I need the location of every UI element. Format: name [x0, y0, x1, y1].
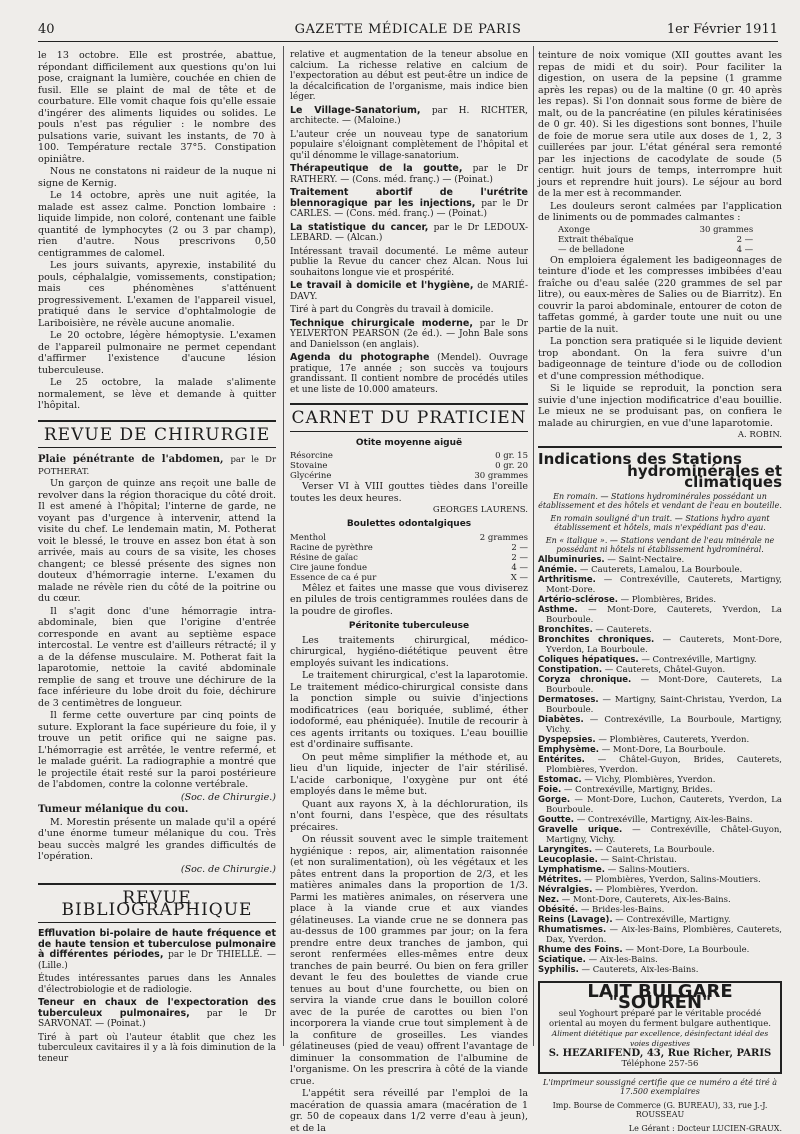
paragraph: Les traitements chirurgical, médico-chirurgical, hygiéno-diététique peuvent être employés suivant les indications.: [290, 634, 528, 669]
paragraph: Un garçon de quinze ans reçoit une balle de revolver dans la région thoracique du côté droit. Il est amené à l'hôpital; l'interne de garde, ne voyant pas d'urgence à intervenir, attend la visite du chef. Le lendemain matin, M. Potherat voit le blessé, le trouve en assez bon état à son arrivée, mais au cours de sa visite, les choses changent; ce blessé présente des signes non douteux d'hémorragie interne. L'examen du malade ne révèle rien du côté de la poitrine ou du cœur.: [38, 478, 276, 604]
bib-desc: Tiré à part où l'auteur établit que chez les tuberculeux cavitaires il y a là fois diminution de la teneur: [38, 1032, 276, 1064]
ingredient-quantity: 0 gr. 20: [495, 461, 528, 471]
station-entry: [538, 625, 782, 635]
paragraph: On peut même simplifier la méthode et, au lieu d'un liquide, injecter de l'air stérilisé. L'acide carbonique, l'oxygène pur ont été employés dans le même but.: [290, 751, 528, 797]
paragraph: Quant aux rayons X, à la déchloruration, ils n'ont fourni, dans l'espèce, que des résultats précaires.: [290, 798, 528, 833]
station-entry: [538, 885, 782, 895]
ingredient-name: Essence de ca é pur: [290, 572, 377, 583]
section-heading-chirurgie: REVUE DE CHIRURGIE: [38, 420, 276, 449]
station-indication: Lymphatisme.: [538, 864, 605, 875]
article-signature: A. ROBIN.: [737, 430, 782, 440]
station-entry: [538, 955, 782, 965]
station-places: — Contrexéville, Cauterets, Martigny, Mont-Dore.: [546, 574, 782, 595]
ingredient-name: Stovaine: [290, 461, 328, 471]
station-entry: [538, 605, 782, 625]
formula-row: [558, 235, 753, 245]
formula-row: [290, 553, 528, 563]
column-left: [38, 50, 277, 1064]
formula-row: [290, 543, 528, 553]
bib-title: Le Village-Sanatorium,: [290, 104, 421, 116]
formula-row: [290, 461, 528, 471]
station-indication: Entérites.: [538, 754, 585, 765]
station-places: — Cauterets.: [595, 624, 652, 635]
station-indication: Emphysème.: [538, 744, 600, 755]
station-indication: Obésité.: [538, 904, 579, 915]
ingredient-name: — de belladone: [558, 244, 625, 255]
station-places: — Contrexéville, Martigny.: [641, 654, 757, 665]
page-number: 40: [38, 22, 55, 37]
station-entry: [538, 875, 782, 885]
station-indication: Laryngites.: [538, 844, 593, 855]
formula-row: [558, 225, 753, 235]
paragraph: Les jours suivants, apyrexie, instabilité du pouls, céphalalgie, vomissements, constipation; mais ces phénomènes s'atténuent progressivement. L'examen de l'appareil visuel, pratiqué dans le service d'ophtalmologie de Lariboisière, ne révèle aucune anomalie.: [38, 260, 276, 329]
ingredient-quantity: 2 —: [511, 552, 528, 563]
station-indication: Leucoplasie.: [538, 854, 598, 865]
station-indication: Coliques hépatiques.: [538, 654, 639, 665]
paragraph: Le traitement chirurgical, c'est la laparotomie. Le traitement médico-chirurgical consiste dans la ponction simple ou suivie d'injections modificatrices (eau boriquée, sublimé, éther iodoformé, eau phéniquée). Inutile de recourir à ces agents irritants ou toxiques. L'eau bouillie est d'ordinaire suffisante.: [290, 670, 528, 750]
station-places: — Mont-Dore, Cauterets, Aix-les-Bains.: [561, 894, 731, 905]
stations-heading-line1: Indications des Stations: [538, 450, 742, 468]
paragraph: Les douleurs seront calmées par l'application de liniments ou de pommades calmantes :: [538, 200, 782, 223]
station-places: — Martigny, Saint-Christau, Yverdon, La Bourboule.: [546, 694, 782, 715]
column-right: [538, 50, 783, 1133]
paragraph: le 13 octobre. Elle est prostrée, abattue, répondant difficilement aux questions qu'on lui pose, craignant la lumière, couchée en chien de fusil. Elle se plaint de mal de tête et de courbature. Elle vomit chaque fois qu'elle essaie d'ingérer des aliments liquides ou solides. Le pouls n'est pas régulier : le nombre des pulsations varie, suivant les instants, de 70 à 100. Température rectale 37°5. Constipation opiniâtre.: [38, 50, 276, 165]
station-places: — Brides-les-Bains.: [580, 904, 665, 915]
formula-heading: Péritonite tuberculeuse: [348, 621, 470, 631]
article-title-text: Plaie pénétrante de l'abdomen,: [38, 454, 224, 465]
station-entry: [538, 675, 782, 695]
station-indication: Névralgies.: [538, 884, 593, 895]
station-indication: Anémie.: [538, 564, 578, 575]
paragraph: Le 14 octobre, après une nuit agitée, la malade est assez calme. Ponction lombaire : liquide limpide, non coloré, contenant une faible quantité de lymphocytes (2 ou 3 par champ), rien d'autre. Nous prescrivons 0,50 centigrammes de calomel.: [38, 190, 276, 259]
page-header: [38, 20, 778, 42]
article-title: [38, 454, 276, 477]
stations-list: [538, 555, 782, 975]
ingredient-quantity: 0 gr. 15: [495, 451, 528, 461]
column-rule: [283, 46, 284, 1046]
bib-author: par le Dr RATHERY. — (Cons. méd. franç.) — (Poinat.): [290, 164, 528, 185]
station-indication: Métrites.: [538, 874, 582, 885]
bib-entry: [290, 188, 528, 220]
station-entry: [538, 665, 782, 675]
bib-desc: L'auteur crée un nouveau type de sanatorium populaire s'éloignant complètement de l'hôpital et qu'il dénomme le village-sanatorium.: [290, 129, 528, 161]
ingredient-name: Racine de pyrèthre: [290, 542, 373, 553]
station-places: — Châtel-Guyon, Brides, Cauterets, Plombières, Yverdon.: [546, 754, 782, 775]
bib-title: Le travail à domicile et l'hygiène,: [290, 280, 474, 291]
paragraph: Le 20 octobre, légère hémoptysie. L'examen de l'appareil pulmonaire ne permet cependant d'affirmer l'existence d'aucune lésion tuberculeuse.: [38, 330, 276, 376]
station-places: — Mont-Dore, Cauterets, Yverdon, La Bourboule.: [546, 604, 782, 625]
ingredient-name: Résorcine: [290, 451, 333, 461]
bib-title: Traitement abortif de l'urétrite blennoragique par les injections,: [290, 187, 528, 209]
column-middle: [290, 50, 528, 1134]
bib-entry: [290, 353, 528, 395]
bib-author: par le Dr YELVERTON PEARSON (2e éd.). — John Bale sons and Danielsson (en anglais).: [290, 318, 528, 350]
paragraph: L'appétit sera réveillé par l'emploi de la macération de quassia amara (macération de 1 gr. 50 de copeaux dans 1/2 verre d'eau à jeun), et de la: [290, 1088, 528, 1134]
station-indication: Dyspepsies.: [538, 734, 596, 745]
station-places: — Saint-Christau.: [600, 854, 677, 865]
formula-row: [290, 573, 528, 583]
ad-title: LAIT BULGARE "SOUREN": [587, 980, 733, 1013]
bib-title: Technique chirurgicale moderne,: [290, 317, 473, 329]
station-indication: Rhume des Foins.: [538, 944, 623, 955]
station-indication: Diabètes.: [538, 714, 584, 725]
station-places: — Contrexéville, Châtel-Guyon, Martigny, Vichy.: [546, 824, 783, 845]
advertisement-lait-bulgare: [538, 981, 782, 1074]
station-indication: Foie.: [538, 784, 562, 795]
section-heading-carnet: CARNET DU PRATICIEN: [290, 403, 528, 432]
paragraph: Le 25 octobre, la malade s'alimente normalement, se lève et demande à quitter l'hôpital.: [38, 377, 276, 411]
ad-text: Aliment diététique par excellence, désinfectant idéal des voies digestives: [551, 1028, 769, 1048]
stations-heading-line2: hydrominérales et climatiques: [627, 461, 782, 491]
station-places: — Contrexéville, La Bourboule, Martigny, Vichy.: [546, 714, 782, 735]
paragraph: Il ferme cette ouverture par cinq points de suture. Explorant la face supérieure du foie, il y trouve un petit orifice qui ne saigne pas. L'hémorragie est arrêtée, le ventre refermé, et le malade guérit. La radiographie a montré que le projectile était resté sur la paroi postérieure de l'abdomen, contre la colonne vertébrale.: [38, 710, 276, 790]
ad-address: S. HEZARIFEND, 43, Rue Richer, PARIS: [548, 1047, 772, 1059]
station-entry: [538, 655, 782, 665]
station-entry: [538, 745, 782, 755]
paragraph: Verser VI à VIII gouttes tièdes dans l'oreille toutes les deux heures.: [290, 481, 528, 504]
station-places: — Plombières, Yverdon.: [595, 884, 699, 895]
bib-author: par H. RICHTER, architecte. — (Maloine.): [290, 105, 528, 126]
formula-heading: Boulettes odontalgiques: [346, 519, 472, 529]
bib-desc: Intéressant travail documenté. Le même auteur publie la Revue du cancer chez Alcan. Nous lui souhaitons longue vie et prospérité.: [290, 246, 528, 278]
bib-author: de MARIÉ-DAVY.: [290, 281, 528, 302]
station-places: — Contrexéville, Martigny.: [615, 914, 731, 925]
station-entry: [538, 565, 782, 575]
bib-entry: [290, 106, 528, 127]
station-places: — Aix-les-Bains, Plombières, Cauterets, Dax, Yverdon.: [546, 924, 783, 945]
station-entry: [538, 635, 782, 655]
paragraph: On réussit souvent avec le simple traitement hygiénique : repos, air, alimentation raisonnée (et non suralimentation), où les végétaux et les pâtes entrent dans la proportion de 2/3, et les matières animales dans la proportion de 1/3. Parmi les matières animales, on réservera une place à la viande crue et aux viandes gélatineuses. La viande crue ne se donnera pas au-dessus de 100 grammes par jour; on la fera prendre entre deux tranches de jambon, qui seront renfermées elles-mêmes entre deux tranches de pain beurré. Ou bien on fera griller devant le feu des boulettes de viande crue tenues au bout d'une fourchette, ou bien on servira la viande crue dans le bouillon coloré avec de la purée de carottes ou bien l'on incorporera la viande crue tout simplement à de la confiture de groseilles. Les viandes gélatineuses (pied de veau) offrent l'avantage de diminuer la consommation de l'albumine de l'organisme. On les prescrira à côté de la viande crue.: [290, 834, 528, 1087]
station-indication: Constipation.: [538, 664, 603, 675]
formula-table: [290, 533, 528, 583]
station-indication: Artério-sclérose.: [538, 594, 618, 605]
formula-heading: Otite moyenne aiguë: [355, 437, 463, 448]
article-title: Tumeur mélanique du cou.: [38, 804, 189, 815]
bib-entry: [290, 281, 528, 302]
paragraph: teinture de noix vomique (XII gouttes avant les repas de midi et du soir). Pour faciliter la digestion, on usera de la pepsine (1 gramme après les repas) ou de la maltine (0 gr. 40 après les repas). Si l'on donnait sous forme de bière de malt, ou de la pancréatine (en pilules kératinisées de 0 gr. 40). Si les digestions sont bonnes, l'huile de foie de morue sera utile aux doses de 1, 2, 3 cuillerées par jour. L'état général sera remonté par les injections de cacodylate de soude (5 centigr. huit jours de temps, interrompre huit jours et reprendre huit jours). Le séjour au bord de la mer est à recommander.: [538, 50, 782, 199]
stations-legend: En romain souligné d'un trait. — Stations hydro ayant établissement et hôtels, mais n'expédiant pas d'eau.: [550, 513, 770, 532]
ingredient-name: Résine de gaïac: [290, 552, 358, 563]
station-entry: [538, 555, 782, 565]
station-indication: Coryza chronique.: [538, 674, 632, 685]
ad-text: seul Yoghourt préparé par le véritable procédé oriental au moyen du ferment bulgare authentique.: [549, 1008, 771, 1029]
ingredient-name: Menthol: [290, 532, 326, 543]
ingredient-quantity: X —: [510, 572, 528, 583]
station-entry: [538, 795, 782, 815]
manager-line: Le Gérant : Docteur LUCIEN-GRAUX.: [628, 1123, 782, 1133]
paragraph: Nous ne constatons ni raideur de la nuque ni signe de Kernig.: [38, 166, 276, 189]
station-places: — Plombières, Yverdon, Salins-Moutiers.: [584, 874, 761, 885]
bib-author: par le Dr CARLES. — (Cons. méd. franç.) — (Poinat.): [290, 198, 528, 219]
station-places: — Mont-Dore, La Bourboule.: [625, 944, 750, 955]
station-places: — Contrexéville, Martigny, Brides.: [563, 784, 713, 795]
station-places: — Aix-les-Bains.: [588, 954, 658, 965]
formula-table: [290, 451, 528, 481]
station-entry: [538, 715, 782, 735]
station-entry: [538, 735, 782, 745]
ingredient-quantity: 30 grammes: [699, 224, 754, 235]
section-heading-bibliographie: REVUE BIBLIOGRAPHIQUE: [38, 883, 276, 923]
source-note: (Soc. de Chirurgie.): [180, 863, 276, 875]
station-entry: [538, 845, 782, 855]
station-entry: [538, 785, 782, 795]
formula-row: [290, 563, 528, 573]
formula-row: [558, 245, 753, 255]
station-places: — Mont-Dore, Luchon, Cauterets, Yverdon, La Bourboule.: [546, 794, 782, 815]
station-indication: Asthme.: [538, 604, 578, 615]
bib-title: Effluvation bi-polaire de haute fréquence et de haute tension et tuberculose pulmonaire à différentes périodes,: [38, 928, 276, 960]
bib-author: par le Dr SARVONAT. — (Poinat.): [38, 1008, 276, 1029]
station-entry: [538, 905, 782, 915]
station-entry: [538, 755, 782, 775]
ingredient-name: Axonge: [558, 224, 590, 235]
station-indication: Arthritisme.: [538, 574, 596, 585]
station-places: — Cauterets, Mont-Dore, Yverdon, La Bourboule.: [546, 634, 783, 655]
station-indication: Rhumatismes.: [538, 924, 607, 935]
print-certification: L'imprimeur soussigné certifie que ce numéro a été tiré à 17.500 exemplaires: [542, 1077, 778, 1096]
bib-desc: Études intéressantes parues dans les Annales d'électrobiologie et de radiologie.: [38, 974, 276, 995]
formula-row: [290, 533, 528, 543]
station-places: — Plombières, Brides.: [620, 594, 717, 605]
station-entry: [538, 915, 782, 925]
station-entry: [538, 965, 782, 975]
bib-entry: [290, 319, 528, 351]
station-indication: Bronchites.: [538, 624, 593, 635]
station-places: — Contrexéville, Martigny, Aix-les-Bains.: [576, 814, 753, 825]
ingredient-quantity: 2 —: [736, 234, 754, 245]
station-places: — Salins-Moutiers.: [607, 864, 690, 875]
station-indication: Gorge.: [538, 794, 571, 805]
bib-author: (Mendel). Ouvrage pratique, 17e année ; son succès va toujours grandissant. Il contient nombre de procédés utiles et une liste de 10.000 amateurs.: [290, 353, 528, 395]
bib-title: La statistique du cancer,: [290, 221, 429, 233]
station-places: — Cauterets, Lamalou, La Bourboule.: [579, 564, 743, 575]
bib-author: par le Dr LEDOUX-LEBARD. — (Alcan.): [290, 222, 528, 243]
formula-row: [290, 471, 528, 481]
station-entry: [538, 775, 782, 785]
station-indication: Nez.: [538, 894, 560, 905]
bib-title: Thérapeutique de la goutte,: [290, 163, 463, 174]
formula-signature: GEORGES LAURENS.: [432, 505, 528, 515]
article-author: par le Dr POTHERAT.: [38, 455, 277, 477]
ingredient-quantity: 2 —: [511, 542, 528, 553]
paragraph: Il s'agit donc d'une hémorragie intra-abdominale, bien que l'origine d'entrée corresponde en avant au septième espace intercostal. Le ventre est d'ailleurs rétracté; il y a de la défense musculaire. M. Potherat fait la laparotomie, nettoie la cavité abdominale remplie de sang et trouve une déchirure de la face inférieure du lobe droit du foie, déchirure de 3 centimètres de longueur.: [38, 605, 276, 709]
bib-title: Teneur en chaux de l'expectoration des tuberculeux pulmonaires,: [38, 997, 276, 1019]
bib-entry: [290, 223, 528, 244]
station-indication: Albuminuries.: [538, 554, 605, 565]
ingredient-name: Extrait thébaïque: [558, 234, 634, 245]
station-places: — Cauterets, Châtel-Guyon.: [604, 664, 726, 675]
ingredient-quantity: 2 grammes: [479, 532, 528, 543]
station-indication: Dermatoses.: [538, 694, 599, 705]
paragraph: Mêlez et faites une masse que vous diviserez en pilules de trois centigrammes roulées dans de la poudre de girofles.: [290, 582, 528, 617]
station-entry: [538, 575, 782, 595]
station-entry: [538, 895, 782, 905]
bib-desc: relative et augmentation de la teneur absolue en calcium. La richesse relative en calcium de l'expectoration au début est peut-être un indice de la décalcification de l'organisme, mais indice bien léger.: [290, 50, 528, 102]
station-indication: Reins (Lavage).: [538, 914, 613, 925]
station-places: — Cauterets, La Bourboule.: [594, 844, 715, 855]
station-indication: Estomac.: [538, 774, 582, 785]
bib-entry: [38, 998, 276, 1030]
paragraph: On emploiera également les badigeonnages de teinture d'iode et les compresses imbibées d'eau fraîche ou d'eau salée (220 grammes de sel par litre), ou eaux-mères de Salies ou de Biarritz). En couvrir la paroi abdominale, entourer de coton de taffetas gommé, à garder toute une nuit ou une partie de la nuit.: [538, 254, 782, 335]
stations-legend: En « italique ». — Stations vendant de l'eau minérale ne possédant ni hôtels ni établissement hydrominéral.: [545, 535, 775, 554]
station-places: — Cauterets, Aix-les-Bains.: [581, 964, 699, 975]
station-indication: Sciatique.: [538, 954, 586, 965]
bib-entry: [38, 929, 276, 971]
bib-entry: [290, 164, 528, 185]
bib-author: par le Dr THIELLÉ. — (Lille.): [38, 950, 276, 971]
bib-title: Agenda du photographe: [290, 352, 430, 363]
station-entry: [538, 855, 782, 865]
stations-legend: En romain. — Stations hydrominérales possédant un établissement et des hôtels et vendant de l'eau en bouteille.: [538, 491, 782, 510]
station-indication: Goutte.: [538, 814, 574, 825]
ingredient-quantity: 4 —: [736, 244, 754, 255]
column-rule: [533, 46, 534, 1046]
station-entry: [538, 925, 782, 945]
ingredient-quantity: 4 —: [511, 562, 528, 573]
station-entry: [538, 695, 782, 715]
station-places: — Saint-Nectaire.: [607, 554, 685, 565]
station-indication: Gravelle urique.: [538, 824, 623, 835]
ad-phone: Téléphone 257-56: [621, 1058, 699, 1069]
station-entry: [538, 815, 782, 825]
ingredient-quantity: 30 grammes: [474, 471, 528, 481]
station-entry: [538, 595, 782, 605]
station-entry: [538, 865, 782, 875]
station-places: — Vichy, Plombières, Yverdon.: [584, 774, 716, 785]
station-places: — Mont-Dore, Cauterets, La Bourboule.: [546, 674, 783, 695]
issue-date: 1er Février 1911: [666, 22, 778, 37]
station-indication: Bronchites chroniques.: [538, 634, 655, 645]
station-entry: [538, 825, 782, 845]
station-entry: [538, 945, 782, 955]
journal-title: GAZETTE MÉDICALE DE PARIS: [294, 22, 522, 37]
ingredient-name: Glycérine: [290, 471, 332, 481]
source-note: (Soc. de Chirurgie.): [180, 791, 276, 803]
formula-row: [290, 451, 528, 461]
formula-table: [558, 225, 753, 255]
ingredient-name: Cire jaune fondue: [290, 562, 368, 573]
printer-imprint: Imp. Bourse de Commerce (G. BUREAU), 33, rue J.-J. ROUSSEAU: [552, 1100, 768, 1119]
station-indication: Syphilis.: [538, 964, 579, 975]
bib-desc: Tiré à part du Congrès du travail à domicile.: [290, 305, 494, 315]
station-places: — Mont-Dore, La Bourboule.: [601, 744, 726, 755]
paragraph: M. Morestin présente un malade qu'il a opéré d'une énorme tumeur mélanique du cou. Très beau succès malgré les grandes difficultés de l'opération.: [38, 816, 276, 862]
stations-heading: [538, 446, 782, 489]
paragraph: Si le liquide se reproduit, la ponction sera suivie d'une injection modificatrice d'eau bouillie. Le mieux ne se produisant pas, on confiera le malade au chirurgien, en vue d'une laparotomie.: [538, 383, 782, 429]
station-places: — Plombières, Cauterets, Yverdon.: [598, 734, 750, 745]
paragraph: La ponction sera pratiquée si le liquide devient trop abondant. On la fera suivre d'un badigeonnage de teinture d'iode ou de collodion et d'une compression méthodique.: [538, 336, 782, 382]
